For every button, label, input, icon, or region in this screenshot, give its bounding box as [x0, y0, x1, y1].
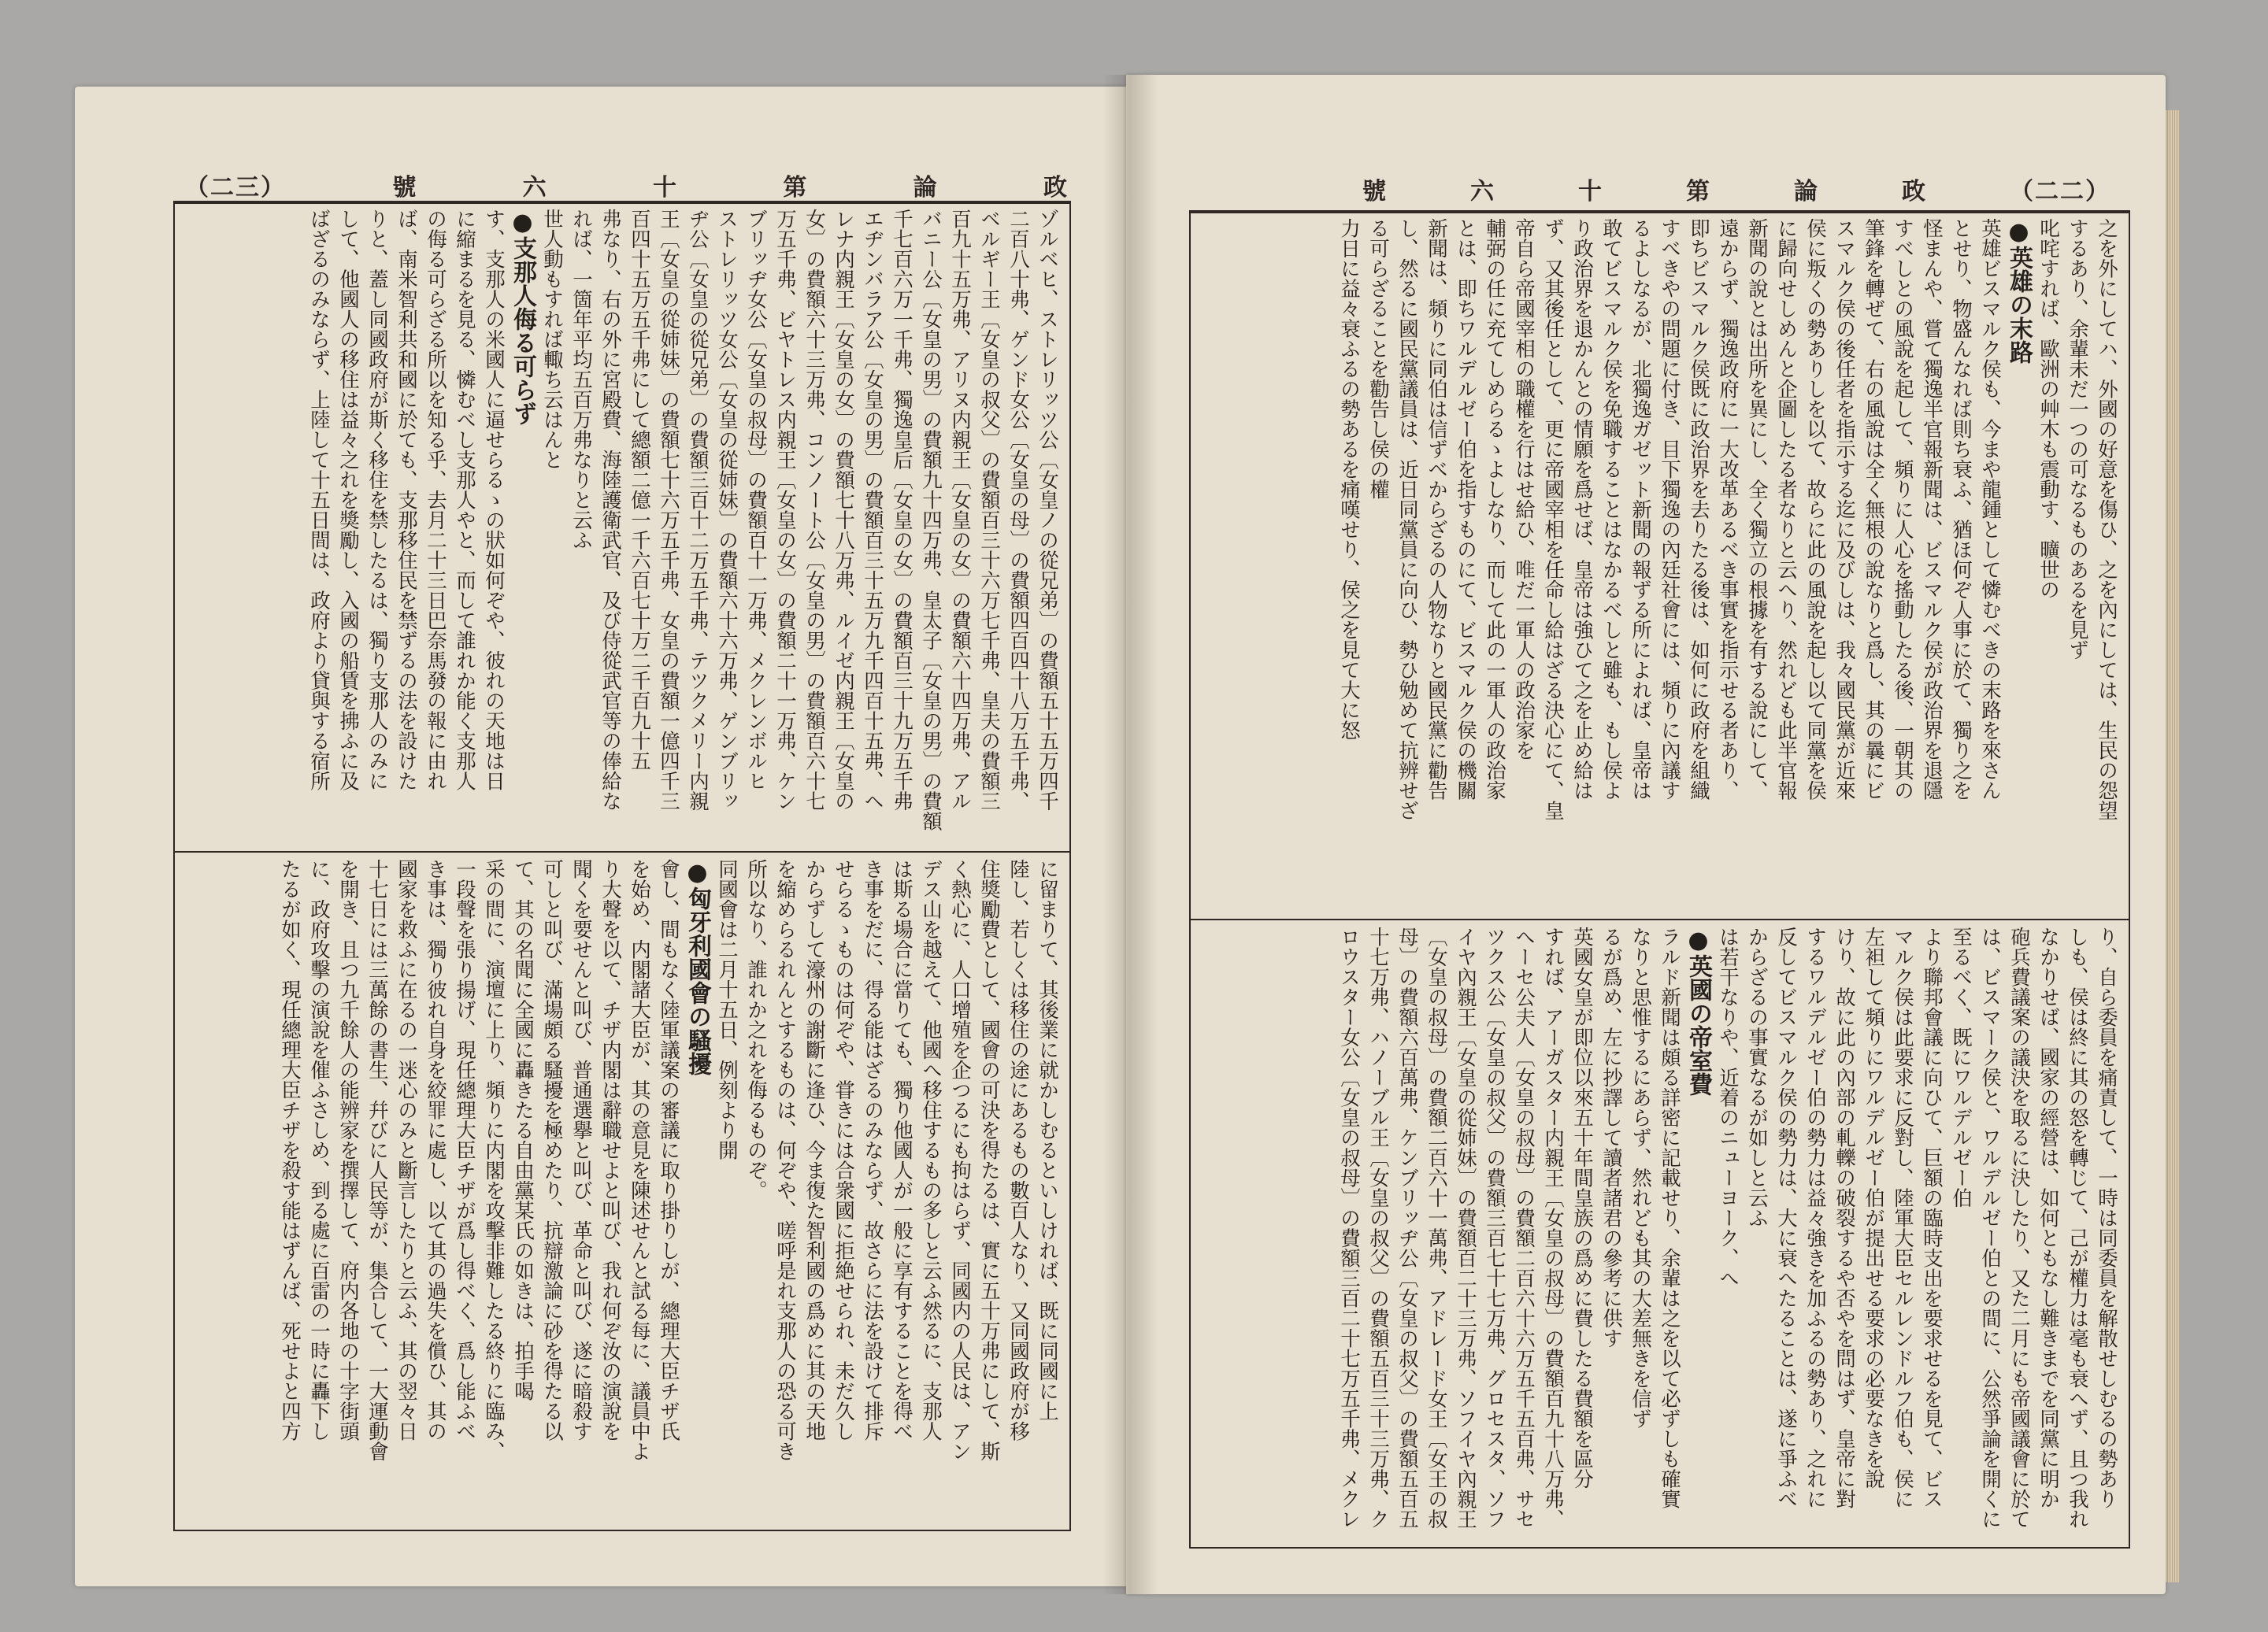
text-line: マルク侯は此要求に反對し、陸軍大臣セルレンドルフ伯も、侯に: [1891, 927, 1914, 1509]
text-line: れば、一箇年平均五百万弗なりと云ふ: [569, 209, 593, 550]
text-line: 力日に益々衰ふるの勢あるを痛嘆せり、侯之を見て大に怒: [1337, 218, 1361, 740]
text-line: 怪まんや、嘗て獨逸半官報新聞は、ビスマルク侯が政治界を退隱: [1920, 218, 1944, 801]
text-line: 英雄ビスマルク侯も、今まや龍鍾として憐むべきの末路を來さん: [1978, 218, 2002, 801]
text-line: 王〔女皇の從姉妹〕の費額七十六万五千弗、女皇の費額一億四千三: [657, 209, 680, 811]
text-line: 所以なり、誰れか之れを侮るものぞ。: [744, 859, 768, 1201]
text-line: 左袒して頻りにワルデルゼー伯が提出せる要求の必要なきを說: [1862, 927, 1885, 1489]
left-page: [75, 87, 1126, 1586]
tier-divider: [1191, 919, 2129, 920]
text-line: 新聞は、頻りに同伯は信ずべからざるの人物なりと國民黨に勸告: [1425, 218, 1448, 801]
page-edges: [2166, 110, 2180, 1582]
text-line: ブリッヂ女公〔女皇の叔母〕の費額百十一万弗、メクレンボルヒ: [744, 209, 768, 791]
text-line: 侯に叛くの勢ありしを以て、故らに此の風說を起し以て同黨を侯: [1803, 218, 1827, 801]
header-char: 十: [652, 174, 676, 202]
header-char: 號: [392, 174, 417, 202]
text-line: りと、蓋し同國政府が斯く移住を禁したるは、獨り支那人のみに: [365, 209, 389, 791]
text-line: き事をだに、得る能はざるのみならず、故さらに法を設けて排斥: [861, 859, 884, 1441]
text-line: レナ内親王〔女皇の女〕の費額七十八万弗、ルイゼ内親王〔女皇の: [832, 209, 855, 811]
text-line: 敢てビスマルク侯を免職することはなかるべしと雖も、もし侯よ: [1599, 218, 1623, 801]
text-line: 之を外にしてハ、外國の好意を傷ひ、之を內にしては、生民の怨望: [2095, 218, 2118, 820]
text-line: 十七日には三萬餘の書生、幷びに人民等が、集合して、一大運動會: [365, 859, 389, 1461]
text-line: ツクス公〔女皇の叔父〕の費額三百七十七万弗、グロセスタ、ソフ: [1483, 927, 1506, 1529]
text-line: は若干なりや、近着のニューヨーク、へ: [1716, 927, 1740, 1288]
left-text-frame: [173, 201, 1071, 1531]
header-char: 論: [1794, 178, 1818, 205]
left-lower-text: [183, 859, 1062, 1522]
text-line: すれば、アーガスター内親王〔女皇の叔母〕の費額百九十八万弗、: [1541, 927, 1565, 1529]
text-line: 十七万弗、ハノーブル王〔女皇の叔父〕の費額五百三十三万弗、ク: [1366, 927, 1390, 1529]
text-line: 采の間に、演壇に上り、頻りに内閣を攻擊非難したる終りに臨み、: [482, 859, 506, 1461]
text-line: ベルギー王〔女皇の叔父〕の費額百三十六万七千弗、皇夫の費額三: [977, 209, 1001, 811]
text-line: の侮る可らざる所以を知る乎、去月二十三日巴奈馬發の報に由れ: [424, 209, 447, 791]
header-char: 十: [1578, 178, 1602, 205]
text-line: て、其の名聞に全國に轟きたる自由黨某氏の如きは、拍手喝: [511, 859, 535, 1401]
text-line: を始め、内閣諸大臣が、其の意見を陳述せんと試る每に、議員中よ: [628, 859, 651, 1461]
text-line: に、政府攻擊の演說を催ふさしめ、到る處に百雷の一時に轟下し: [307, 859, 331, 1441]
text-line: なかりせば、國家の經營は、如何ともなし難きまでを同黨に明か: [2036, 927, 2060, 1509]
header-char: 第: [1686, 178, 1710, 205]
right-page: [1126, 75, 2166, 1594]
header-char: 第: [783, 174, 807, 202]
text-line: ゾルベヒ、ストレリッツ公〔女皇ノの從兄弟〕の費額五十五万四千: [1036, 209, 1059, 811]
header-char: 六: [522, 174, 547, 202]
right-text-frame: [1189, 210, 2130, 1549]
text-line: は、ビスマーク侯と、ワルデルゼー伯との間に、公然爭論を開くに至るべく、既にワルデルゼー伯: [1949, 927, 2002, 1529]
gutter-shadow: [1102, 75, 1158, 1594]
text-line: 可しと叫び、滿場頗る騷擾を極めたり、抗辯激論に砂を得たる以: [540, 859, 564, 1441]
section-heading: ●匈牙利國會の騷擾: [684, 859, 711, 1075]
text-line: り政治界を退かんとの情願を爲せば、皇帝は強ひて之を止め給は: [1570, 218, 1594, 801]
text-line: 母〕の費額六百萬弗、ケンブリッヂ公〔女皇の叔父〕の費額五百五: [1395, 927, 1419, 1529]
text-line: を縮めらるれんとするものは、何ぞや、嗟呼是れ支那人の恐る可き: [773, 859, 797, 1461]
text-line: するワルデルゼー伯の勢力は益々強きを加ふるの勢あり、之れに: [1803, 927, 1827, 1509]
text-line: る可らざることを勸告し侯の權: [1366, 218, 1390, 499]
text-line: バニー公〔女皇の男〕の費額九十四万弗、皇太子〔女皇の男〕の費額: [919, 209, 943, 831]
text-line: 即ちビスマルク侯既に政治界を去りたる後は、如何に政府を組織: [1687, 218, 1710, 801]
text-line: すべしとの風說を起して、頻りに人心を搖動したる後、一朝其の: [1891, 218, 1914, 801]
text-line: 万五千弗、ビヤトレス内親王〔女皇の女〕の費額二十一万弗、ケン: [773, 209, 797, 811]
text-line: スマルク侯の後任者を指示する迄に及びしは、我々國民黨が近來: [1833, 218, 1856, 801]
right-page-number: （二二）: [2010, 178, 2110, 205]
text-line: なりと思惟するにあらず、然れども其の大差無きを信ず: [1629, 927, 1652, 1429]
text-line: を開き、且つ九千餘人の能辨家を撰擇して、府内各地の十字街頭: [336, 859, 360, 1441]
text-line: 女〕の費額六十三万弗、コンノート公〔女皇の男〕の費額百六十七: [802, 209, 826, 811]
left-upper-text: [183, 209, 1062, 845]
text-line: デス山を越えて、他國へ移住するもの多しと云ふ然るに、支那人: [919, 859, 943, 1441]
left-lower-tier: [183, 859, 1062, 1522]
text-line: 百九十五万弗、アリヌ内親王〔女皇の女〕の費額六十四万弗、アル: [948, 209, 972, 811]
text-line: して、他國人の移住は益々之れを獎勵し、入國の船賃を拂ふに及: [336, 209, 360, 791]
text-line: イヤ內親王〔女皇の從姉妹〕の費額百二十三万弗、ソフイヤ內親王: [1454, 927, 1477, 1529]
text-line: せらるゝものは何ぞや、甞きには合衆國に拒絶せられ、未だ久し: [832, 859, 855, 1441]
text-line: ず、又其後任として、更に帝國宰相を任命し給はざる決心にて、皇: [1541, 218, 1565, 820]
text-line: 住獎勵費として、國會の可決を得たるは、實に五十万弗にして、斯: [977, 859, 1001, 1461]
text-line: 輔弼の任に充てしめらるゝよしなり、而して此の一軍人の政治家: [1483, 218, 1506, 801]
right-upper-text: [1199, 218, 2121, 912]
header-char: 政: [1043, 174, 1067, 202]
header-char: 號: [1362, 178, 1386, 205]
text-line: 叱咤すれば、歐洲の艸木も震動す、曠世の: [2036, 218, 2060, 600]
text-line: 新聞の說とは出所を異にし、全く獨立の根據を有する說にして、: [1745, 218, 1769, 801]
text-line: に縮まるを見る、憐むべし支那人やと、而して誰れか能く支那人: [453, 209, 476, 791]
text-line: 弗なり、右の外に宮殿費、海陸護衛武官、及び侍從武官等の俸給な: [598, 209, 622, 811]
text-line: す、支那人の米國人に逼せらるゝの狀如何ぞや、彼れの天地は日: [482, 209, 506, 791]
text-line: 砲兵費議案の議決を取るに決したり、又た二月にも帝國議會に於て: [2007, 927, 2031, 1529]
text-line: 世人動もすれば輙ち云はんと: [540, 209, 564, 470]
text-line: に留まりて、其後業に就かしむるといしければ、既に同國に上: [1036, 859, 1059, 1421]
text-line: ば、南米智利共和國に於ても、支那移住民を禁ずるの法を設けた: [395, 209, 418, 791]
text-line: ストレリッツ女公〔女皇の從姉妹〕の費額六十六万弗、ゲンブリッ: [715, 209, 739, 811]
left-page-header: [185, 165, 1067, 205]
text-line: 國家を救ふに在るの一迷心のみと斷言したりと云ふ、其の翌々日: [395, 859, 418, 1441]
text-line: く熱心に、人口增殖を企つるにも拘はらず、同國内の人民は、アン: [948, 859, 972, 1461]
text-line: 千七百六万一千弗、獨逸皇后〔女皇の女〕の費額百三十九万五千弗: [890, 209, 914, 811]
text-line: 遠からず、獨逸政府に一大改革あるべき事實を指示せる者あり、: [1716, 218, 1740, 801]
text-line: 百四十五万五千弗にして總額二億一千六百七十万二千百九十五: [628, 209, 651, 771]
text-line: 陸し、若しくは移住の途にあるもの數百人なり、又同國政府が移: [1006, 859, 1030, 1441]
text-line: すべきやの問題に付き、目下獨逸の內廷社會には、頻りに內議す: [1658, 218, 1681, 801]
text-line: ばざるのみならず、上陸して十五日間は、政府より貸與する宿所: [307, 209, 331, 791]
text-line: するあり、余輩未だ一つの可なるものあるを見ず: [2066, 218, 2089, 660]
text-line: 會し、間もなく陸軍議案の審議に取り掛りしが、總理大臣チザ氏: [657, 859, 680, 1441]
left-page-number: （二三）: [185, 174, 286, 202]
right-upper-tier: [1199, 218, 2121, 912]
text-line: るが爲め、左に抄譯して讀者諸君の參考に供す: [1599, 927, 1623, 1349]
text-line: より聯邦會議に向ひて、巨額の臨時支出を要求せるを見て、ビス: [1920, 927, 1944, 1509]
text-line: ラルド新聞は頗る詳密に記載せり、余輩は之を以て必ずしも確實: [1658, 927, 1681, 1509]
section-heading: ●英國の帝室費: [1684, 927, 1712, 1096]
left-upper-tier: [183, 209, 1062, 845]
right-page-header: [1362, 169, 2110, 209]
text-line: ロウスター女公〔女皇の叔母〕の費額三百二十七万五千弗、メクレ: [1337, 927, 1361, 1529]
tier-divider: [175, 851, 1069, 853]
text-line: 一段聲を張り揚げ、現任總理大臣チザが爲し得べく、爲し能ふべ: [453, 859, 476, 1441]
text-line: へーセ公夫人〔女皇の叔母〕の費額二百六十六万五千五百弗、サセ: [1512, 927, 1536, 1529]
text-line: り大聲を以て、チザ内閣は辭職せよと叫び、我れ何ぞ汝の演說を: [598, 859, 622, 1441]
text-line: からずして濠州の謝斷に逢ひ、今ま復た智利國の爲めに其の天地: [802, 859, 826, 1441]
text-line: 帝自ら帝國宰相の職權を行はせ給ひ、唯だ一軍人の政治家を: [1512, 218, 1536, 760]
text-line: 〔女皇の叔母〕の費額二百六十一萬弗、アドレード女王〔女王の叔: [1425, 927, 1448, 1529]
text-line: とせり、物盛んなれば則ち衰ふ、猶ほ何ぞ人事に於て、獨り之を: [1949, 218, 1973, 801]
text-line: に歸向せしめんと企圖したる者なりと云へり、然れども此半官報: [1774, 218, 1798, 801]
section-heading: ●英雄の末路: [2005, 218, 2033, 364]
text-line: 二百八十弗、ゲンド女公〔女皇の母〕の費額四百四十八万五千弗、: [1006, 209, 1030, 811]
text-line: 聞くを要せんと叫び、普通選擧と叫び、革命と叫び、遂に暗殺す: [569, 859, 593, 1441]
text-line: 英國女皇が即位以來五十年間皇族の爲めに費したる費額を區分: [1570, 927, 1594, 1489]
text-line: し、然るに國民黨議員は、近日同黨員に向ひ、勢ひ勉めて抗辨せざ: [1395, 218, 1419, 820]
right-lower-text: [1199, 927, 2121, 1539]
text-line: 筆鋒を轉ぜて、右の風說は全く無根の說なりと爲し、其の曩にビ: [1862, 218, 1885, 801]
text-line: けり、故に此の內部の軋轢の破裂するや否やを問はず、皇帝に對: [1833, 927, 1856, 1509]
right-lower-tier: [1199, 927, 2121, 1539]
text-line: とは、即ちワルデルゼー伯を指すものにて、ビスマルク侯の機關: [1454, 218, 1477, 801]
text-line: しも、侯は終に其の怒を轉じて、己が權力は毫も衰へず、且つ我れ: [2066, 927, 2089, 1529]
text-line: 同國會は二月十五日、例刻より開: [715, 859, 739, 1160]
text-line: は斯る場合に當りても、獨り他國人が一般に享有することを得べ: [890, 859, 914, 1441]
text-line: ヂ公〔女皇の從兄弟〕の費額三百十二万五千弗、テツクメリー内親: [686, 209, 710, 811]
text-line: り、自ら委員を痛責して、一時は同委員を解散せしむるの勢あり: [2095, 927, 2118, 1509]
text-line: からざるの事實なるが如しと云ふ: [1745, 927, 1769, 1228]
text-line: エヂンバラア公〔女皇の男〕の費額百三十五万九千四百十五弗、ヘ: [861, 209, 884, 811]
header-char: 論: [913, 174, 937, 202]
text-line: き事は、獨り彼れ自身を絞罪に處し、以て其の過失を償ひ、其の: [424, 859, 447, 1441]
text-line: るよしなるが、北獨逸ガゼット新聞の報ずる所によれば、皇帝は: [1629, 218, 1652, 801]
text-line: たるが如く、現任總理大臣チザを殺す能はずんば、死せよと四方: [278, 859, 302, 1441]
text-line: 反してビスマルク侯の勢力は、大に衰へたることは、遂に爭ふべ: [1774, 927, 1798, 1509]
header-char: 六: [1470, 178, 1494, 205]
section-heading: ●支那人侮る可らず: [509, 209, 536, 425]
header-char: 政: [1902, 178, 1925, 205]
